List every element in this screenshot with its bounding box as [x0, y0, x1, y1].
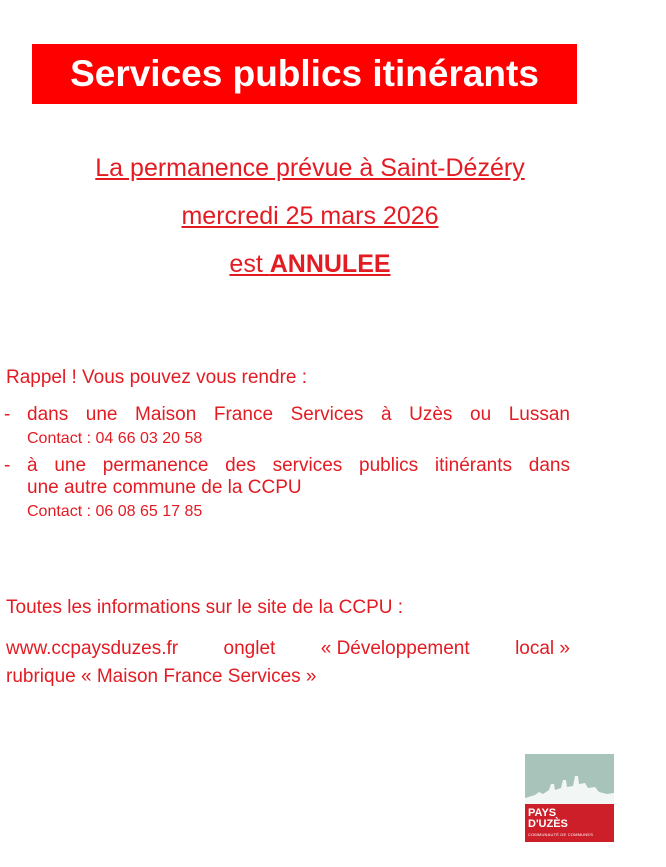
- logo-line-1: PAYS: [528, 807, 557, 819]
- website-link[interactable]: www.ccpaysduzes.fr: [6, 638, 179, 659]
- announcement-status: [0, 250, 620, 279]
- pays-duzes-logo: [525, 754, 614, 842]
- list-item-text: à une permanence des services publics itinérants dans: [27, 455, 570, 476]
- recall-intro: Rappel ! Vous pouvez vous rendre :: [6, 367, 308, 388]
- logo-skyline-area: [525, 754, 614, 804]
- title-banner: [32, 44, 577, 104]
- website-info: [6, 635, 570, 691]
- list-item: [4, 404, 570, 448]
- contact-phone: Contact : 04 66 03 20 58: [27, 430, 203, 447]
- info-intro: Toutes les informations sur le site de la CCPU :: [6, 597, 404, 618]
- list-item: [4, 455, 570, 521]
- info-word: onglet: [223, 638, 276, 659]
- bullet-dash: -: [4, 455, 11, 476]
- list-item-text: dans une Maison France Services à Uzès ou Lussan: [27, 404, 570, 425]
- banner-title: Services publics itinérants: [70, 53, 539, 94]
- info-rubrique: rubrique « Maison France Services »: [6, 666, 317, 687]
- status-cancelled: ANNULEE: [269, 250, 391, 278]
- info-word: local »: [515, 638, 570, 659]
- skyline-icon: [525, 754, 614, 804]
- logo-name: [528, 808, 568, 830]
- status-prefix: est: [229, 250, 270, 278]
- logo-line-2: D'UZÈS: [528, 818, 568, 830]
- logo-subtitle: COMMUNAUTÉ DE COMMUNES: [528, 832, 594, 837]
- info-word: « Développement: [320, 638, 470, 659]
- announcement-date: mercredi 25 mars 2026: [181, 202, 439, 230]
- announcement-line-1: La permanence prévue à Saint-Dézéry: [95, 154, 525, 182]
- contact-phone: Contact : 06 08 65 17 85: [27, 503, 203, 520]
- list-item-text-cont: une autre commune de la CCPU: [27, 477, 302, 498]
- bullet-dash: -: [4, 404, 11, 425]
